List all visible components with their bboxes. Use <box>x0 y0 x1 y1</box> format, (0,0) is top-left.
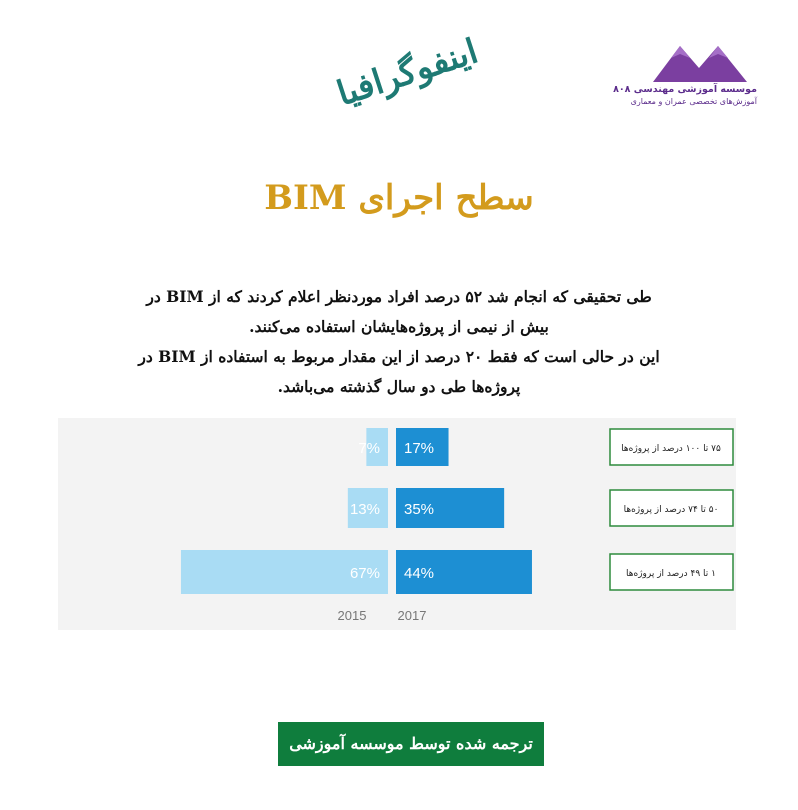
institute-808-logo <box>613 40 765 110</box>
paragraph-line: این در حالی است که فقط ۲۰ درصد از این مقدار مربوط به استفاده از BIM در <box>138 347 660 366</box>
translation-credit-badge: ترجمه شده توسط موسسه آموزشی ۸۰۸ <box>278 722 544 766</box>
infographia-logo-text: اینفوگرافیا <box>332 31 483 115</box>
institute-name: موسسه آموزشی مهندسی ۸۰۸ <box>613 84 757 95</box>
data-label-2017: 35% <box>404 501 435 518</box>
mountain-icon <box>635 40 765 84</box>
chart-canvas <box>58 418 736 630</box>
bim-usage-chart <box>58 418 736 630</box>
paragraph-line: طی تحقیقی که انجام شد ۵۲ درصد افراد موردنظر اعلام کردند که از BIM در <box>146 287 652 306</box>
data-label-2017: 44% <box>404 565 435 582</box>
series-label-2017: 2017 <box>397 608 427 623</box>
data-label-2015: 67% <box>349 565 380 582</box>
data-label-2015: 13% <box>349 501 380 518</box>
series-label-2015: 2015 <box>337 608 367 623</box>
infographia-logo <box>332 22 483 122</box>
category-label: ۷۵ تا ۱۰۰ درصد از پروژه‌ها <box>621 444 721 454</box>
paragraph-line: بیش از نیمی از پروژه‌هایشان استفاده می‌کنند. <box>249 317 549 336</box>
data-label-2015: 7% <box>358 440 380 457</box>
category-label: ۱ تا ۴۹ درصد از پروژه‌ها <box>625 569 717 579</box>
data-label-2017: 17% <box>404 440 435 457</box>
paragraph-line: پروژه‌ها طی دو سال گذشته می‌باشد. <box>277 377 521 396</box>
category-label: ۵۰ تا ۷۴ درصد از پروژه‌ها <box>623 505 719 515</box>
description-paragraph <box>100 282 698 402</box>
institute-tagline: آموزش‌های تخصصی عمران و معماری <box>630 97 757 106</box>
page-title: سطح اجرای BIM <box>264 178 534 218</box>
